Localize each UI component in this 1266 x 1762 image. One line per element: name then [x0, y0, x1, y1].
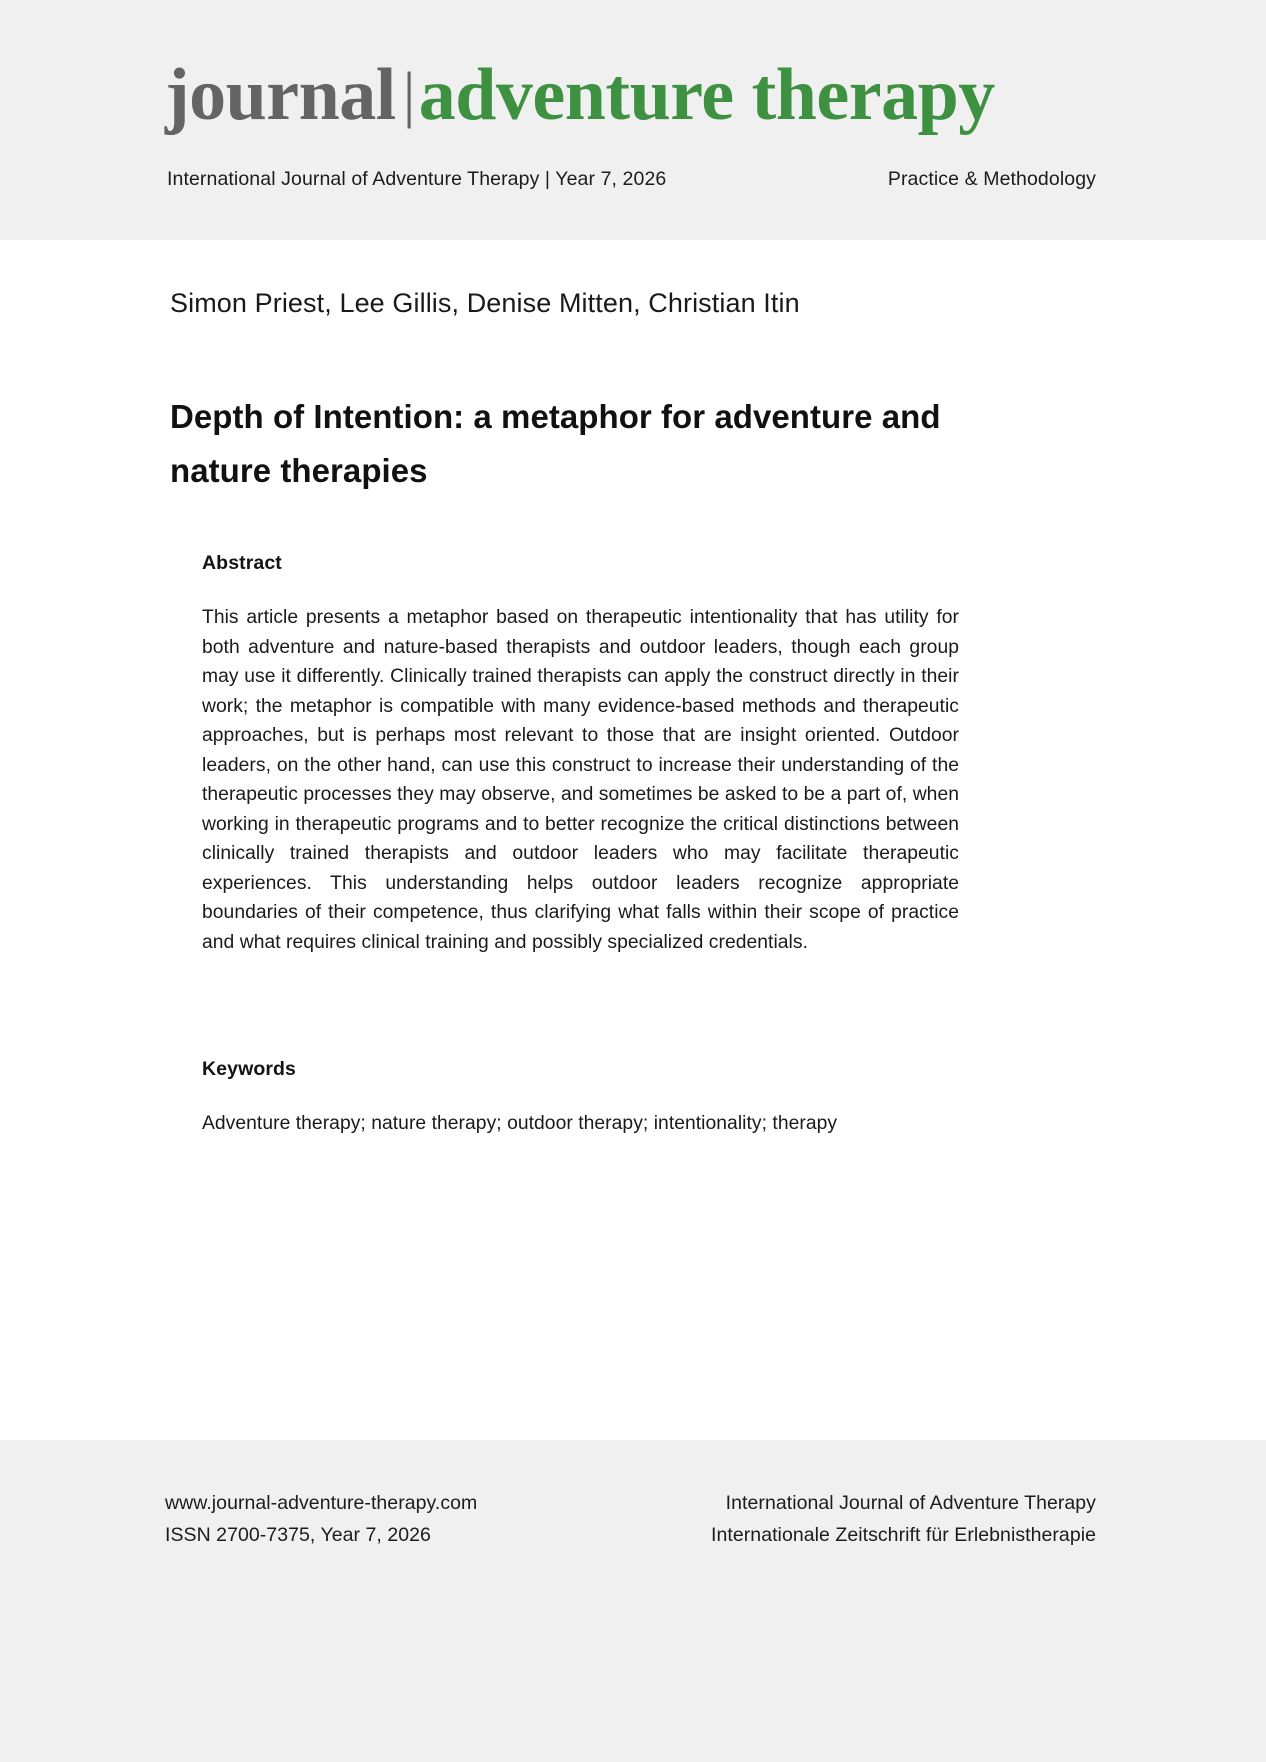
article-section-label: Practice & Methodology — [887, 168, 1096, 190]
logo-word-journal: journal — [165, 54, 396, 136]
footer-issn: ISSN 2700-7375, Year 7, 2026 — [165, 1523, 431, 1546]
masthead-content — [165, 0, 1096, 240]
logo-word-adventure-therapy: adventure therapy — [418, 54, 995, 136]
footer-website-url[interactable]: www.journal-adventure-therapy.com — [165, 1492, 478, 1514]
abstract-section — [202, 552, 959, 957]
author-list: Simon Priest, Lee Gillis, Denise Mitten, Christian Itin — [170, 288, 800, 318]
abstract-heading: Abstract — [202, 552, 282, 574]
page-footer — [0, 1440, 1266, 1762]
page-title: Depth of Intention: a metaphor for adventure and nature therapies — [170, 398, 941, 489]
article-content — [0, 240, 1266, 1440]
footer-left-column — [165, 1488, 477, 1551]
masthead-banner — [0, 0, 1266, 240]
footer-right-column — [711, 1488, 1096, 1551]
journal-logo — [165, 54, 995, 136]
keywords-body: Adventure therapy; nature therapy; outdoor therapy; intentionality; therapy — [202, 1113, 838, 1134]
footer-journal-name-de: Internationale Zeitschrift für Erlebnistherapie — [711, 1523, 1096, 1546]
keywords-heading: Keywords — [202, 1058, 296, 1080]
logo-separator-bar: | — [402, 61, 415, 129]
keywords-section — [202, 1058, 959, 1139]
journal-subtitle: International Journal of Adventure Therapy | Year 7, 2026 — [167, 168, 667, 190]
abstract-body: This article presents a metaphor based on therapeutic intentionality that has utility for both adventure and nature-based therapists and outdoor leaders, though each group may use it differently. Clinically trained therapists can apply the construct directly in their work; the metaphor is compatible with many evidence-based methods and therapeutic approaches, but is perhaps most relevant to those that are insight oriented. Outdoor leaders, on the other hand, can use this construct to increase their understanding of the therapeutic processes they may observe, and sometimes be asked to be a part of, when working in therapeutic programs and to better recognize the critical distinctions between clinically trained therapists and outdoor leaders who may facilitate therapeutic experiences. This understanding helps outdoor leaders recognize appropriate boundaries of their competence, thus clarifying what falls within their scope of practice and what requires clinical training and possibly specialized credentials. — [202, 607, 959, 953]
footer-journal-name-en: International Journal of Adventure Therapy — [725, 1492, 1096, 1514]
